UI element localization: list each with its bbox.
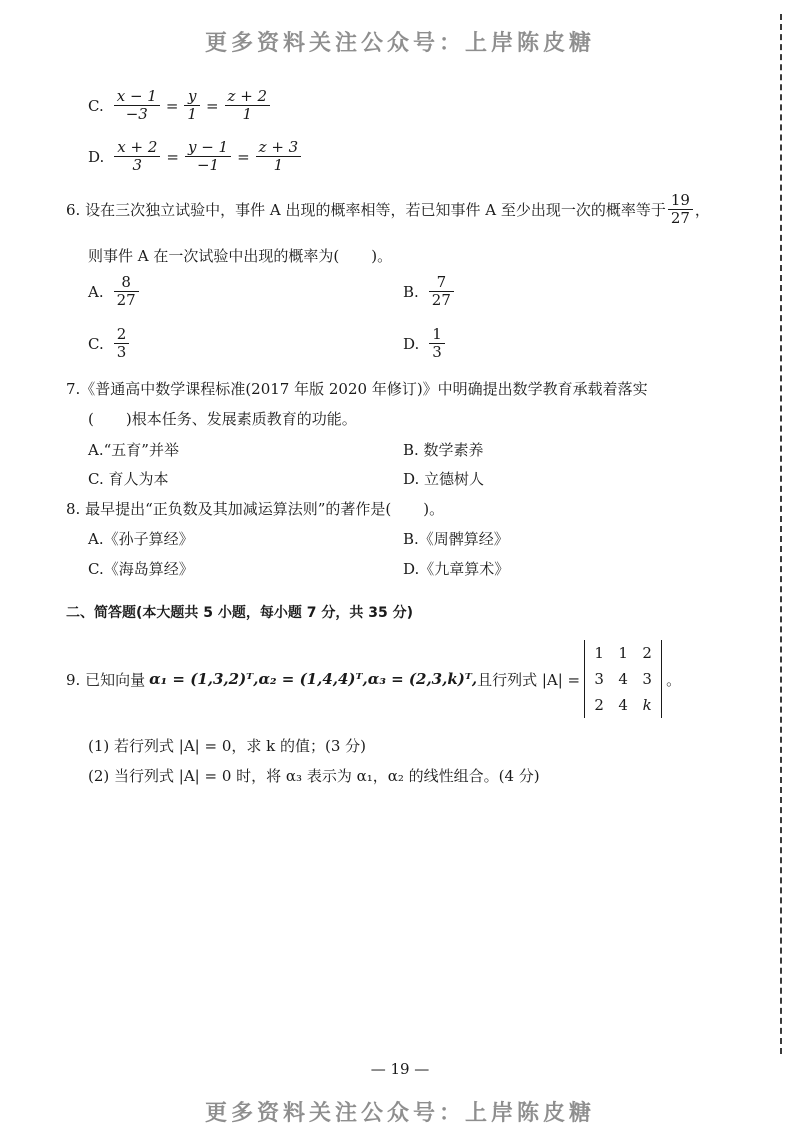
q9-stem: 9. 已知向量 α₁ = (1,3,2)ᵀ, α₂ = (1,4,4)ᵀ, α₃ = (2,3,k)ᵀ, 且行列式 |A| = 1 1 2 3 4 3 2 4 k 。 [66, 640, 681, 718]
section-heading: 二、简答题(本大题共 5 小题，每小题 7 分，共 35 分) [66, 605, 414, 621]
q6-option-b[interactable]: B. $\frac{7}{27}$ [403, 274, 456, 310]
question-text: 6. 设在三次独立试验中，事件 A 出现的概率相等，若已知事件 A 至少出现一次的概率等于 [66, 201, 666, 220]
question-text: 9. 已知向量 [66, 670, 146, 689]
page-edge-line [780, 14, 782, 1054]
question-text: 且行列式 |A| = [477, 670, 581, 689]
q7-stem-line1: 7.《普通高中数学课程标准(2017 年版 2020 年修订)》中明确提出数学教育承载着落实 [66, 380, 648, 398]
vector-a3: α₃ = (2,3,k)ᵀ, [367, 670, 478, 688]
matrix-cell: 2 [642, 644, 652, 662]
q7-option-c[interactable]: C. 育人为本 [88, 470, 169, 488]
q8-option-b[interactable]: B.《周髀算经》 [403, 530, 509, 548]
q9-subquestion-1: (1) 若行列式 |A| = 0，求 k 的值；(3 分) [88, 737, 367, 755]
q8-option-c[interactable]: C.《海岛算经》 [88, 560, 194, 578]
fraction: $\frac{7}{27}$ [429, 274, 454, 310]
q6-option-d[interactable]: D. $\frac{1}{3}$ [403, 326, 447, 362]
q8-option-d[interactable]: D.《九章算术》 [403, 560, 510, 578]
fraction: $\frac{z + 3}{1}$ [256, 139, 302, 175]
q7-option-a[interactable]: A.“五育”并举 [88, 441, 179, 459]
option-label: C. [88, 96, 104, 115]
determinant-matrix [584, 640, 662, 718]
option-label: D. [88, 147, 105, 166]
matrix-cell: 1 [618, 644, 628, 662]
fraction: $\frac{19}{27}$ [668, 192, 693, 228]
watermark-bottom: 更多资料关注公众号：上岸陈皮糖 [204, 1101, 595, 1126]
q8-option-a[interactable]: A.《孙子算经》 [88, 530, 194, 548]
fraction: $\frac{x - 1}{-3}$ [114, 88, 160, 124]
fraction: $\frac{2}{3}$ [114, 326, 130, 362]
vector-a2: α₂ = (1,4,4)ᵀ, [258, 670, 368, 688]
fraction: $\frac{8}{27}$ [114, 274, 139, 310]
q7-option-d[interactable]: D. 立德树人 [403, 470, 485, 488]
matrix-cell: 2 [594, 696, 604, 714]
matrix-cell: 1 [594, 644, 604, 662]
question-text: 则事件 A 在一次试验中出现的概率为( [88, 247, 340, 265]
q6-stem-line2: 则事件 A 在一次试验中出现的概率为( )。 [88, 247, 393, 265]
fraction: $\frac{y - 1}{-1}$ [185, 139, 231, 175]
q7-stem-line2: ( )根本任务、发展素质教育的功能。 [88, 410, 357, 428]
matrix-cell: 4 [618, 670, 628, 688]
q7-option-b[interactable]: B. 数学素养 [403, 441, 484, 459]
q8-stem: 8. 最早提出“正负数及其加减运算法则”的著作是( )。 [66, 500, 445, 518]
fraction: $\frac{y}{1}$ [184, 88, 200, 124]
q5-option-c[interactable]: C. $\frac{x - 1}{-3}$ = $\frac{y}{1}$ = $\frac{z + 2}{1}$ [88, 88, 272, 124]
fraction: $\frac{z + 2}{1}$ [225, 88, 271, 124]
q5-option-d[interactable]: D. $\frac{x + 2}{3}$ = $\frac{y - 1}{-1}$ = $\frac{z + 3}{1}$ [88, 139, 303, 175]
fraction: $\frac{x + 2}{3}$ [114, 139, 160, 175]
matrix-cell: 3 [642, 670, 652, 688]
question-text: 8. 最早提出“正负数及其加减运算法则”的著作是( [66, 500, 392, 518]
q6-stem-line1: 6. 设在三次独立试验中，事件 A 出现的概率相等，若已知事件 A 至少出现一次的概率等于 $\frac{19}{27}$ ， [66, 191, 710, 228]
q6-option-a[interactable]: A. $\frac{8}{27}$ [88, 274, 141, 310]
matrix-cell: k [642, 696, 652, 714]
matrix-cell: 4 [618, 696, 628, 714]
vector-a1: α₁ = (1,3,2)ᵀ, [149, 670, 259, 688]
matrix-cell: 3 [594, 670, 604, 688]
watermark-top: 更多资料关注公众号：上岸陈皮糖 [204, 31, 595, 56]
q9-subquestion-2: (2) 当行列式 |A| = 0 时，将 α₃ 表示为 α₁，α₂ 的线性组合。(4 分) [88, 767, 540, 785]
q6-option-c[interactable]: C. $\frac{2}{3}$ [88, 326, 131, 362]
fraction: $\frac{1}{3}$ [429, 326, 445, 362]
page-number: — 19 — [370, 1060, 430, 1078]
